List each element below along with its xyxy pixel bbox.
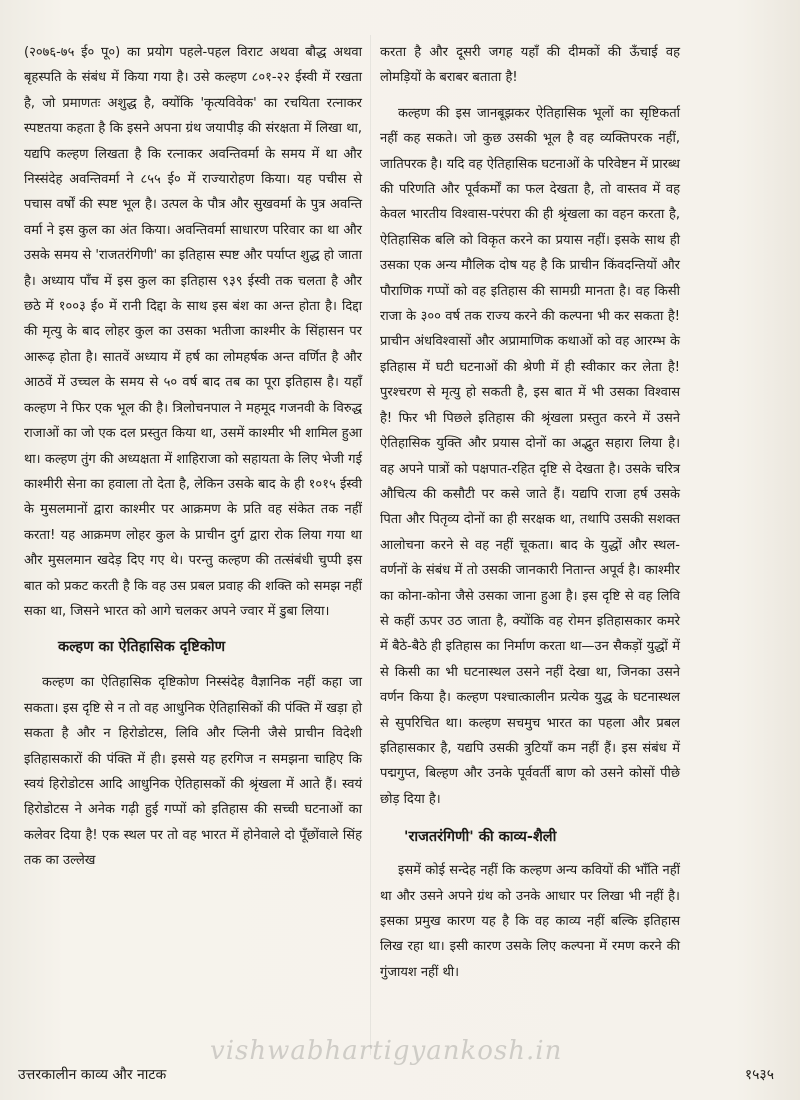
site-watermark: vishwabhartigyankosh.in bbox=[210, 1036, 563, 1066]
right-column bbox=[380, 40, 680, 985]
left-paragraph-2: कल्हण का ऐतिहासिक दृष्टिकोण निस्संदेह वैज्ञानिक नहीं कहा जा सकता। इस दृष्टि से न तो वह आधुनिक ऐतिहासिकों की पंक्ति में खड़ा हो सकता है और न हिरोडोटस, लिवि और प्लिनी जैसे प्राचीन विदेशी इतिहासकारों की पंक्ति में ही। इससे यह हरगिज न समझना चाहिए कि स्वयं हिरोडोटस आदि आधुनिक ऐतिहासकों की श्रृंखला में आते हैं। स्वयं हिरोडोटस ने अनेक गढ़ी हुई गप्पों को इतिहास की सच्ची घटनाओं का कलेवर दिया है! एक स्थल पर तो वह भारत में होनेवाले दो पूँछोंवाले सिंह तक का उल्लेख bbox=[24, 675, 362, 869]
right-paragraph-2: कल्हण की इस जानबूझकर ऐतिहासिक भूलों का सृष्टिकर्ता नहीं कह सकते। जो कुछ उसकी भूल है वह व्यक्तिपरक नहीं, जातिपरक है। यदि वह ऐतिहासिक घटनाओं के परिवेष्टन में प्रारब्ध की परिणति और पूर्वकर्मों का फल देखता है, तो वास्तव में वह केवल भारतीय विश्वास-परंपरा की ही श्रृंखला का वहन करता है, ऐतिहासिक बलि को विकृत करने का प्रयास नहीं। इसके साथ ही उसका एक अन्य मौलिक दोष यह है कि प्राचीन किंवदन्तियों और पौराणिक गप्पों को वह इतिहास की सामग्री मानता है। वह किसी राजा के ३०० वर्ष तक राज्य करने की कल्पना भी कर सकता है! प्राचीन अंधविश्वासों और अप्रामाणिक कथाओं को वह आरम्भ के इतिहास में घटी घटनाओं की श्रेणी में ही स्वीकार कर लेता है! पुरश्चरण से मृत्यु हो सकती है, इस बात में भी उसका विश्वास है! फिर भी पिछले इतिहास की श्रृंखला प्रस्तुत करने में उसने ऐतिहासिक युक्ति और प्रयास दोनों का अद्भुत सहारा लिया है। वह अपने पात्रों को पक्षपात-रहित दृष्टि से देखता है। उसके चरित्र औचित्य की कसौटी पर कसे जाते हैं। यद्यपि राजा हर्ष उसके पिता और पितृव्य दोनों का ही सरक्षक था, तथापि उसकी सशक्त आलोचना करने से वह नहीं चूकता। बाद के युद्धों और स्थल-वर्णनों के संबंध में तो उसकी जानकारी नितान्त अपूर्व है। काश्मीर का कोना-कोना जैसे उसका जाना हुआ है। इस दृष्टि से वह लिवि से कहीं ऊपर उठ जाता है, क्योंकि वह रोमन इतिहासकार कमरे में बैठे-बैठे ही इतिहास का निर्माण करता था—उन सैकड़ों युद्धों में से किसी का भी घटनास्थल उसने नहीं देखा था, जिनका उसने वर्णन किया है। कल्हण पश्चात्कालीन प्रत्येक युद्ध के घटनास्थल से सुपरिचित था। कल्हण सचमुच भारत का पहला और प्रबल इतिहासकार है, यद्यपि उसकी त्रुटियाँ कम नहीं हैं। इस संबंध में पद्मगुप्त, बिल्हण और उनके पूर्ववर्ती बाण को उसने कोसों पीछे छोड़ दिया है। bbox=[380, 105, 680, 807]
page-number: १५३५ bbox=[744, 1067, 774, 1083]
left-paragraph-1: (२०७६-७५ ई० पू०) का प्रयोग पहले-पहल विराट अथवा बौद्ध अथवा बृहस्पति के संबंध में किया गया है। उसे कल्हण ८०१-२२ ईस्वी में रखता है, जो प्रमाणतः अशुद्ध है, क्योंकि 'कृत्यविवेक' का रचयिता रत्नाकर स्पष्टतया कहता है कि इसने अपना ग्रंथ जयापीड़ की संरक्षता में लिखा था, यद्यपि कल्हण लिखता है कि रत्नाकर अवन्तिवर्मा के समय में था और निस्संदेह अवन्तिवर्मा ने ८५५ ई० में राज्यारोहण किया। यह पचीस से पचास वर्षों की स्पष्ट भूल है। उत्पल के पौत्र और सुखवर्मा के पुत्र अवन्ति वर्मा ने इस कुल का अंत किया। अवन्तिवर्मा साधारण परिवार का था और उसके समय से 'राजतरंगिणी' का इतिहास स्पष्ट और पर्याप्त शुद्ध हो जाता है। अध्याय पाँच में इस कुल का इतिहास ९३९ ईस्वी तक चलता है और छठे में १००३ ई० में रानी दिद्दा के साथ इस बंश का अन्त होता है। दिद्दा की मृत्यु के बाद लोहर कुल का उसका भतीजा काश्मीर के सिंहासन पर आरूढ़ होता है। सातवें अध्याय में हर्ष का लोमहर्षक अन्त वर्णित है और आठवें में उच्चल के समय से ५० वर्ष बाद तब का पूरा इतिहास है। यहाँ कल्हण ने फिर एक भूल की है। त्रिलोचनपाल ने महमूद गजनवी के विरुद्ध राजाओं का जो एक दल प्रस्तुत किया था, उसमें काश्मीर भी शामिल हुआ था। कल्हण तुंग की अध्यक्षता में शाहिराजा को सहायता के लिए भेजी गई काश्मीरी सेना का हवाला तो देता है, लेकिन उसके बाद के ही १०१५ ईस्वी के मुसलमानों द्वारा काश्मीर पर आक्रमण के प्रति वह संकेत तक नहीं करता! यह आक्रमण लोहर कुल के प्राचीन दुर्ग द्वारा रोक लिया गया था और मुसलमान खदेड़ दिए गए थे। परन्तु कल्हण की तत्संबंधी चुप्पी इस बात को प्रकट करती है कि वह उस प्रबल प्रवाह की शक्ति को समझ नहीं सका था, जिसने भारत को आगे चलकर अपने ज्वार में डुबा लिया। bbox=[24, 45, 362, 619]
page-footer bbox=[18, 1063, 782, 1087]
section-heading-poetic-style: 'राजतरंगिणी' की काव्य-शैली bbox=[404, 829, 557, 846]
left-column bbox=[24, 40, 362, 874]
footer-section-title: उत्तरकालीन काव्य और नाटक bbox=[18, 1067, 167, 1083]
right-paragraph-1: करता है और दूसरी जगह यहाँ की दीमकों की ऊँचाई वह लोमड़ियों के बराबर बताता है! bbox=[380, 45, 680, 86]
section-heading-historical-view: कल्हण का ऐतिहासिक दृष्टिकोण bbox=[58, 639, 226, 656]
column-divider bbox=[370, 35, 371, 1055]
right-paragraph-3: इसमें कोई सन्देह नहीं कि कल्हण अन्य कवियों की भाँति नहीं था और उसने अपने ग्रंथ को उनके आधार पर लिखा भी नहीं है। इसका प्रमुख कारण यह है कि वह काव्य नहीं बल्कि इतिहास लिख रहा था। इसी कारण उसके लिए कल्पना में रमण करने की गुंजायश नहीं थी। bbox=[380, 863, 680, 980]
